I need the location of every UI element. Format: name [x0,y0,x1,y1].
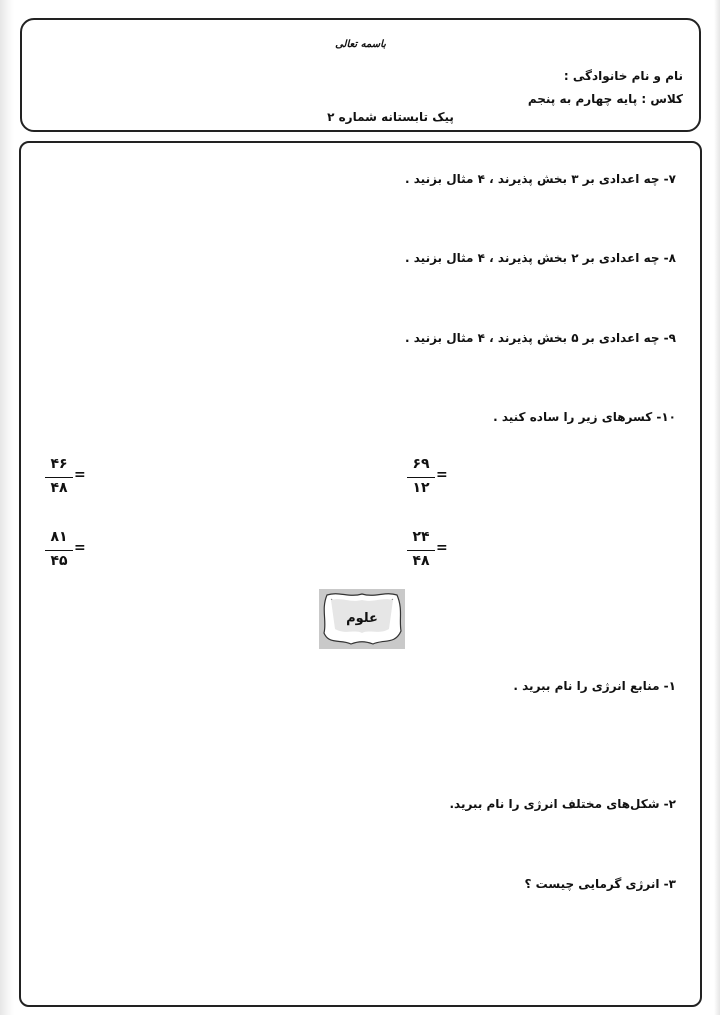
page-edge-shadow-right [714,0,720,1015]
science-question-3: ۳- انرژی گرمایی چیست ؟ [524,877,676,891]
math-question-10: ۱۰- کسرهای زیر را ساده کنید . [493,410,676,424]
worksheet-body [19,141,702,1007]
sheet-title: پیک تابستانه شماره ۲ [327,110,454,124]
equals-sign: = [436,467,448,483]
header-box [20,18,701,132]
fraction-bar [407,550,435,551]
equals-sign: = [436,540,448,556]
fraction-numerator: ۸۱ [50,529,68,545]
fraction-denominator: ۴۸ [50,480,68,496]
science-section-label [319,589,405,649]
math-question-9: ۹- چه اعدادی بر ۵ بخش پذیرند ، ۴ مثال بزنید . [405,331,676,345]
student-name-label: نام و نام خانوادگی : [563,69,683,83]
fraction-item [43,529,103,573]
fraction-denominator: ۱۲ [412,480,430,496]
fraction-item [405,456,465,500]
fraction-numerator: ۲۴ [412,529,430,545]
math-question-8: ۸- چه اعدادی بر ۲ بخش پذیرند ، ۴ مثال بزنید . [405,251,676,265]
fraction-bar [45,550,73,551]
basmala: باسمه تعالی [335,39,386,50]
fraction-bar [407,477,435,478]
fraction-denominator: ۴۸ [412,553,430,569]
fraction-denominator: ۴۵ [50,553,68,569]
class-label: کلاس : پایه چهارم به پنجم [527,92,683,106]
fraction-item [43,456,103,500]
science-label-text: علوم [346,611,378,626]
equals-sign: = [74,467,86,483]
fraction-numerator: ۴۶ [50,456,68,472]
equals-sign: = [74,540,86,556]
fraction-item [405,529,465,573]
math-question-7: ۷- چه اعدادی بر ۳ بخش پذیرند ، ۴ مثال بزنید . [405,172,676,186]
science-question-1: ۱- منابع انرژی را نام ببرید . [513,679,676,693]
science-question-2: ۲- شکل‌های مختلف انرژی را نام ببرید. [449,797,676,811]
fraction-bar [45,477,73,478]
fraction-numerator: ۶۹ [412,456,430,472]
page-edge-shadow [0,0,14,1015]
